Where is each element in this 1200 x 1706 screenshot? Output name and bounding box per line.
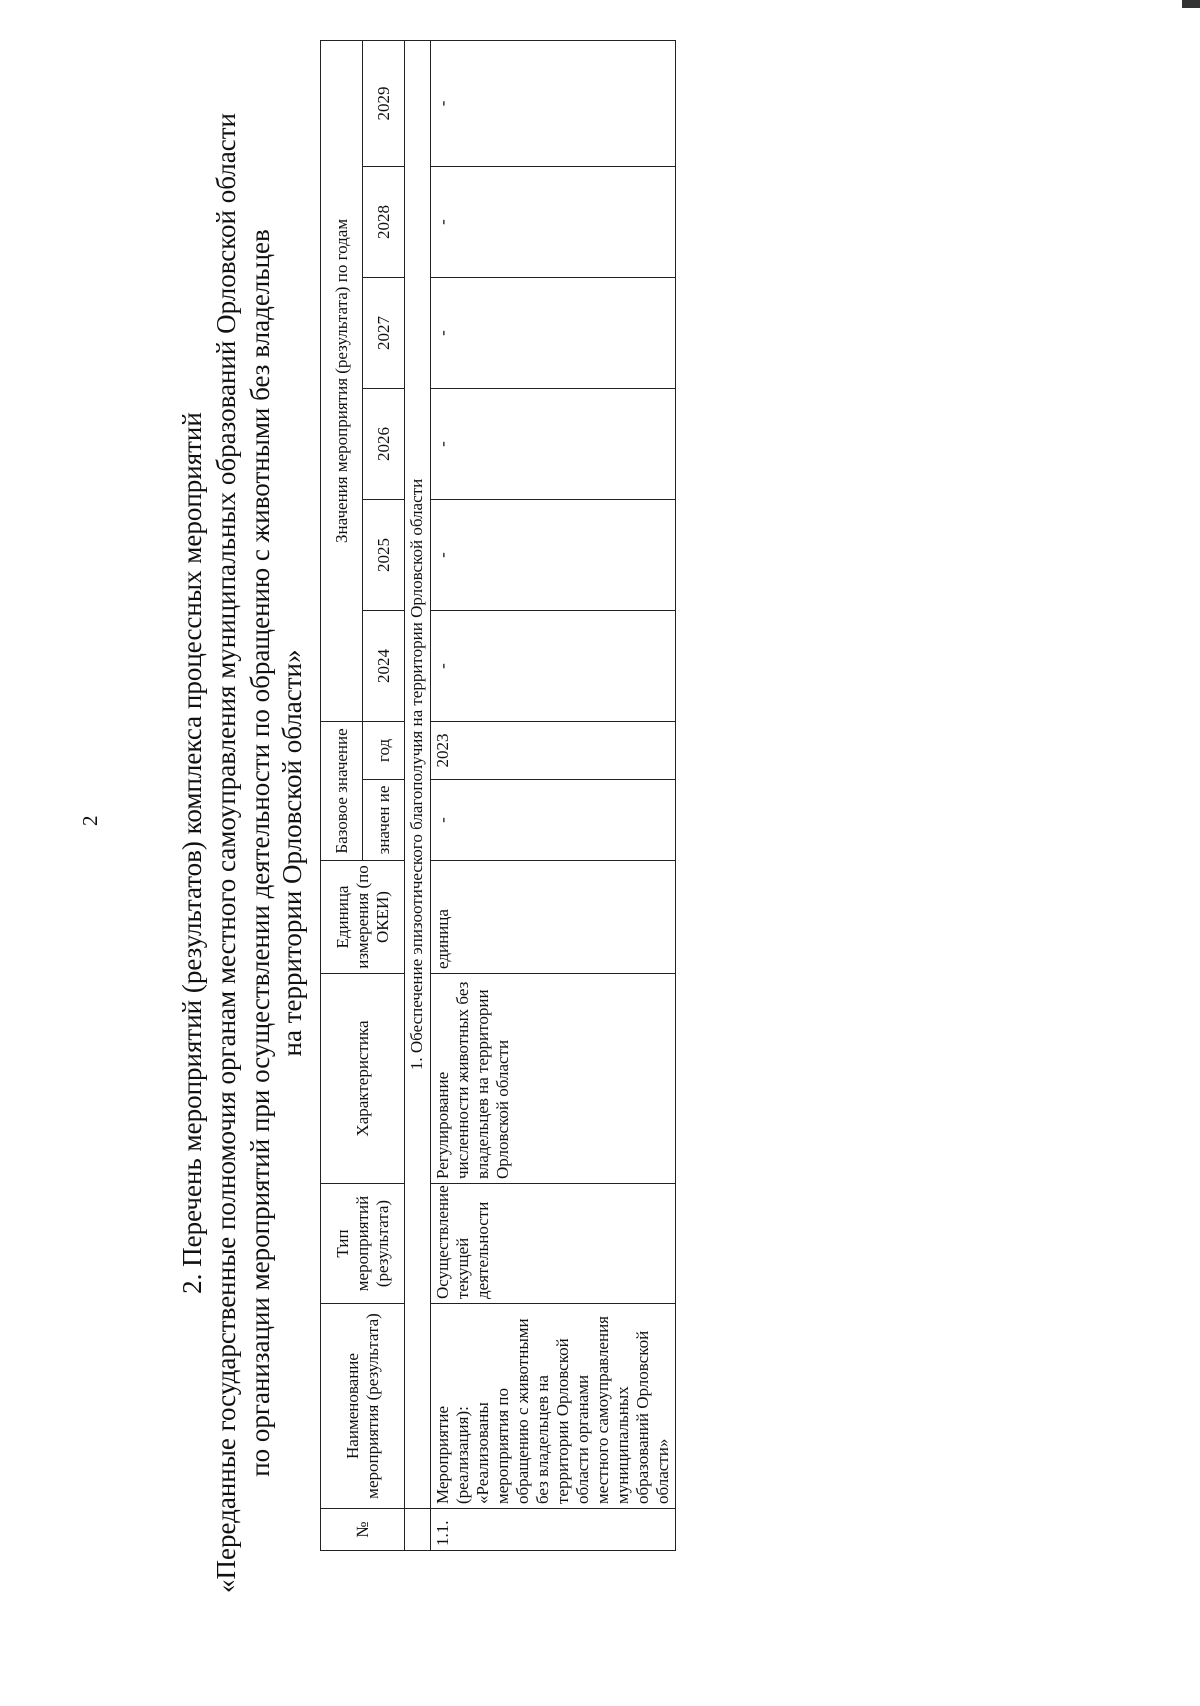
row-value-2027: - (431, 277, 676, 388)
row-name: Мероприятие (реализация): «Реализованы мероприятия по обращению с животными без владельцев на территории Орловской области органами местного самоуправления муниципальных образований Орловской области» (431, 1304, 676, 1509)
header-year-2028: 2028 (363, 166, 405, 277)
section-title: Обеспечение эпизоотического благополучия на территории Орловской области (407, 478, 426, 1054)
row-characteristic: Регулирование численности животных без владельцев на территории Орловской области (431, 974, 676, 1184)
header-year-2024: 2024 (363, 610, 405, 721)
heading-line-4: на территории Орловской области» (277, 649, 307, 1057)
measures-table (320, 40, 676, 1551)
heading-line-1: 2. Перечень мероприятий (результатов) комплекса процессных мероприятий (177, 412, 207, 1294)
header-base-year: год (363, 721, 405, 779)
row-type: Осуществление текущей деятельности (431, 1184, 676, 1304)
header-base-value: значен ие (363, 780, 405, 861)
row-no: 1.1. (431, 1509, 676, 1551)
header-characteristic: Характеристика (321, 974, 405, 1184)
heading-line-3: по организации мероприятий при осуществлении деятельности по обращению с животными без владельцев (245, 229, 275, 1477)
header-values-by-year: Значения мероприятия (результата) по годам (321, 40, 363, 721)
row-value-2024: - (431, 610, 676, 721)
row-unit: единица (431, 861, 676, 974)
row-value-2026: - (431, 388, 676, 499)
header-name: Наименование мероприятия (результата) (321, 1304, 405, 1509)
section-row (405, 40, 431, 1508)
row-base-year: 2023 (431, 721, 676, 779)
header-year-2029: 2029 (363, 40, 405, 166)
table-row (431, 40, 676, 1550)
page-number: 2 (78, 815, 102, 826)
header-year-2027: 2027 (363, 277, 405, 388)
header-no: № (321, 1509, 405, 1551)
row-value-2028: - (431, 166, 676, 277)
heading-line-2: «Переданные государственные полномочия органам местного самоуправления муниципальных образований Орловской области (211, 113, 241, 1593)
header-year-2025: 2025 (363, 499, 405, 610)
header-unit: Единица измерения (по ОКЕИ) (321, 861, 405, 974)
row-value-2025: - (431, 499, 676, 610)
section-spacer (405, 1509, 431, 1551)
section-number: 1. (407, 1057, 426, 1071)
header-type: Тип мероприятий (результата) (321, 1184, 405, 1304)
header-base: Базовое значение (321, 721, 363, 860)
row-base-value: - (431, 780, 676, 861)
row-value-2029: - (431, 40, 676, 166)
header-year-2026: 2026 (363, 388, 405, 499)
